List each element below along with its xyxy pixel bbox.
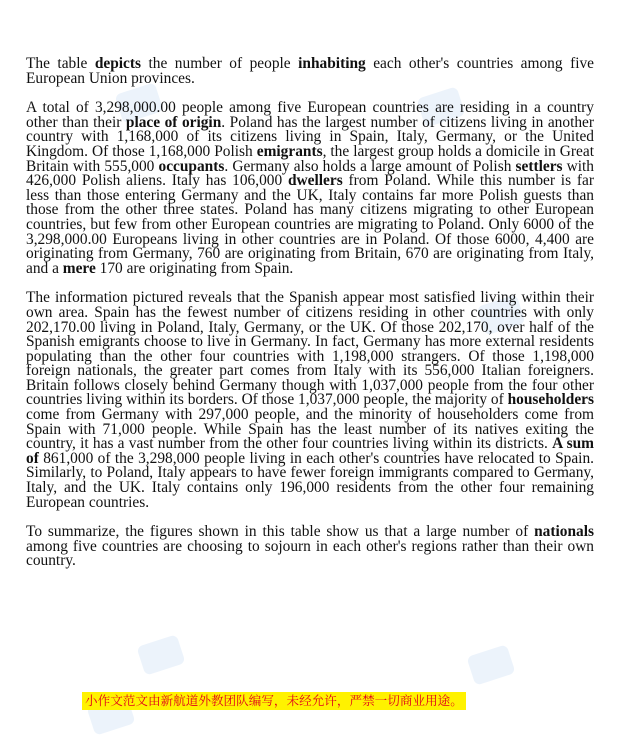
text-run: . Germany also holds a large amount of Polish [224, 157, 516, 175]
text-run: The information pictured reveals that the Spanish appear most satisfied living within their own area. Spain has the fewest number of citizens residing in other countries with only 202,170.00 living in Poland, Italy, Germany, or the UK. Of those 202,170, over half of the Spanish emigrants choose to live in Germany. In fact, Germany has more external residents populating than the other four countries with 1,198,000 strangers. Of those 1,198,000 foreign nationals, the greater part comes from Italy with its 556,000 Italian foreigners. Britain follows closely behind Germany though with 1,037,000 people from the four other countries living within its borders. Of those 1,037,000 people, the majority of [26, 289, 594, 409]
text-run: among five countries are choosing to sojourn in each other's regions rather than their own country. [26, 537, 594, 570]
bold-keyword: place of origin [125, 113, 222, 131]
text-run: from Poland. While this number is far less than those entering Germany and the UK, Italy contains far more Polish guests than those from the other three states. Poland has many citizens migrating to other European countries, but few from other European countries are migrating to Poland. Only 6000 of the 3,298,000.00 Europeans living in other countries are in Poland. Of those 6000, 4,400 are originating from Germany, 760 are originating from Britain, 670 are originating from Italy, and a [26, 172, 594, 277]
watermark-logo-icon [466, 644, 515, 686]
text-run: . Poland has the largest number of citizens living in another country with 1,168,000 of its citizens living in Spain, Italy, Germany, or the United Kingdom. Of those 1,168,000 Polish [26, 113, 594, 160]
bold-keyword: dwellers [288, 172, 343, 190]
paragraph-poland [26, 101, 594, 276]
bold-keyword: emigrants [256, 142, 323, 160]
bold-keyword: A sum of [26, 435, 594, 467]
bold-keyword: inhabiting [298, 55, 366, 72]
text-run: the number of people [141, 55, 299, 72]
text-run: 170 are originating from Spain. [95, 259, 294, 277]
text-run: with 426,000 Polish aliens. Italy has 106,000 [26, 157, 595, 190]
bold-keyword: occupants [158, 157, 225, 175]
paragraph-summary [26, 525, 594, 569]
bold-keyword: householders [507, 391, 594, 409]
paragraph-intro [26, 57, 594, 86]
essay-document [26, 57, 594, 584]
text-run: , the largest group holds a domicile in Great Britain with 555,000 [26, 142, 594, 175]
bold-keyword: depicts [94, 55, 142, 72]
text-run: come from Germany with 297,000 people, and the minority of householders come from Spain with 71,000 people. While Spain has the least number of its natives exiting the country, it has a vast number from the other four countries living within its districts. [26, 406, 594, 453]
bold-keyword: settlers [515, 157, 563, 175]
bold-keyword: mere [62, 259, 96, 277]
watermark-logo-icon [136, 634, 185, 676]
text-run: A total of 3,298,000.00 people among five European countries are residing in a country other than their [26, 99, 594, 131]
paragraph-spain-germany [26, 291, 594, 510]
text-run: To summarize, the figures shown in this table show us that a large number of [26, 523, 535, 541]
copyright-notice: 小作文范文由新航道外教团队编写，未经允许，严禁一切商业用途。 [82, 692, 466, 710]
text-run: each other's countries among five European Union provinces. [26, 55, 594, 87]
text-run: The table [26, 55, 95, 72]
text-run: 861,000 of the 3,298,000 people living in each other's countries have relocated to Spain. Similarly, to Poland, Italy appears to have fewer foreign immigrants compared to Germany, Italy, and the UK. Italy contains only 196,000 residents from the other four remaining European countries. [26, 449, 594, 511]
bold-keyword: nationals [534, 523, 594, 541]
